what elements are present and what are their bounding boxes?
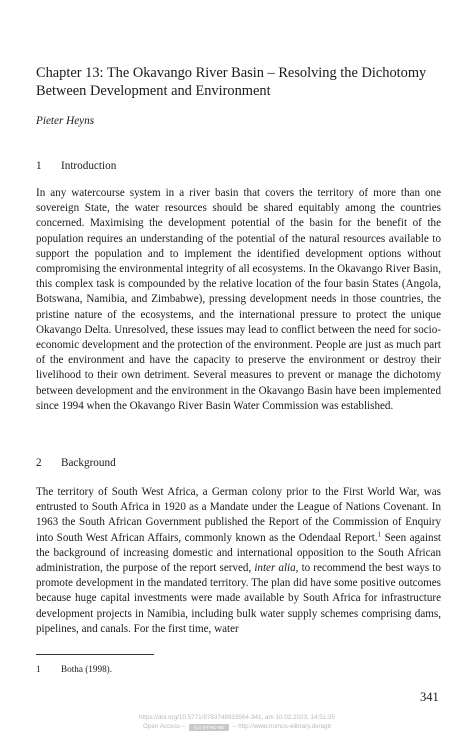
section-heading-introduction: [36, 160, 116, 172]
footnote-reference[interactable]: 1: [377, 529, 382, 538]
footnote-text: Botha (1998).: [61, 664, 113, 674]
cc-license-icon: (cc) BY-NC-ND: [189, 724, 229, 731]
chapter-title: Chapter 13: The Okavango River Basin – Resolving the Dichotomy Between Development and Environment: [36, 65, 427, 99]
license-link[interactable]: – http://www.nomos-elibrary.de/agb: [232, 723, 332, 730]
author-name: Pieter Heyns: [36, 115, 95, 127]
section-number: 1: [36, 160, 42, 172]
page-number: 341: [420, 690, 439, 704]
section-number: 2: [36, 457, 42, 469]
body-paragraph: [36, 485, 441, 637]
access-watermark: [0, 713, 474, 731]
doi-link[interactable]: https://doi.org/10.5771/9783748933564-341, am 10.02.2023, 14:51:35: [138, 714, 336, 721]
watermark-text: Open Access –: [142, 723, 186, 730]
paragraph-text: to recommend the best ways to promote development in the mandated territory. The plan did have some positive outcomes because huge capital investments were made available by South Africa for infrastructure development projects in Namibia, including bulk water supply schemes comprising dams, pipelines, and canals. For the first time, water: [36, 562, 441, 635]
body-paragraph: In any watercourse system in a river basin that covers the territory of more than one sovereign State, the water resources should be shared equitably among the countries concerned. Maximising the development potential of the basin for the benefit of the population requires an understanding of the potential of the natural resources available to support the population and to implement the identified development options without compromising the environmental integrity of all ecosystems. In the Okavango River Basin, this complex task is compounded by the relative location of the four basin States (Angola, Botswana, Namibia, and Zimbabwe), pressing development needs in those countries, the pristine nature of the ecosystems, and the international pressure to protect the unique Okavango Delta. Unresolved, these issues may lead to conflict between the need for socio-economic development and the protection of the environment. People are just as much part of the environment and have the capacity to preserve the environment or destroy their livelihood to their own detriment. Several measures to prevent or manage the dichotomy between development and the environment in the Okavango Basin have been implemented since 1994 when the Okavango River Basin Water Commission was established.: [36, 187, 441, 412]
footnote-number: 1: [36, 664, 41, 674]
section-heading-background: [36, 457, 116, 469]
paragraph-text: Seen against the background of increasing domestic and international opposition to the South African administration, the purpose of the report served,: [36, 531, 441, 575]
italic-phrase: inter alia,: [254, 562, 299, 575]
footnote: [36, 664, 112, 674]
section-title: Introduction: [61, 160, 117, 172]
paragraph-text: The territory of South West Africa, a German colony prior to the First World War, was entrusted to South Africa in 1920 as a Mandate under the League of Nations Covenant. In 1963 the South African Government published the Report of the Commission of Enquiry into South West African Affairs, commonly known as the Odendaal Report.: [36, 486, 441, 544]
footnote-divider: [36, 654, 154, 655]
section-title: Background: [61, 457, 116, 469]
